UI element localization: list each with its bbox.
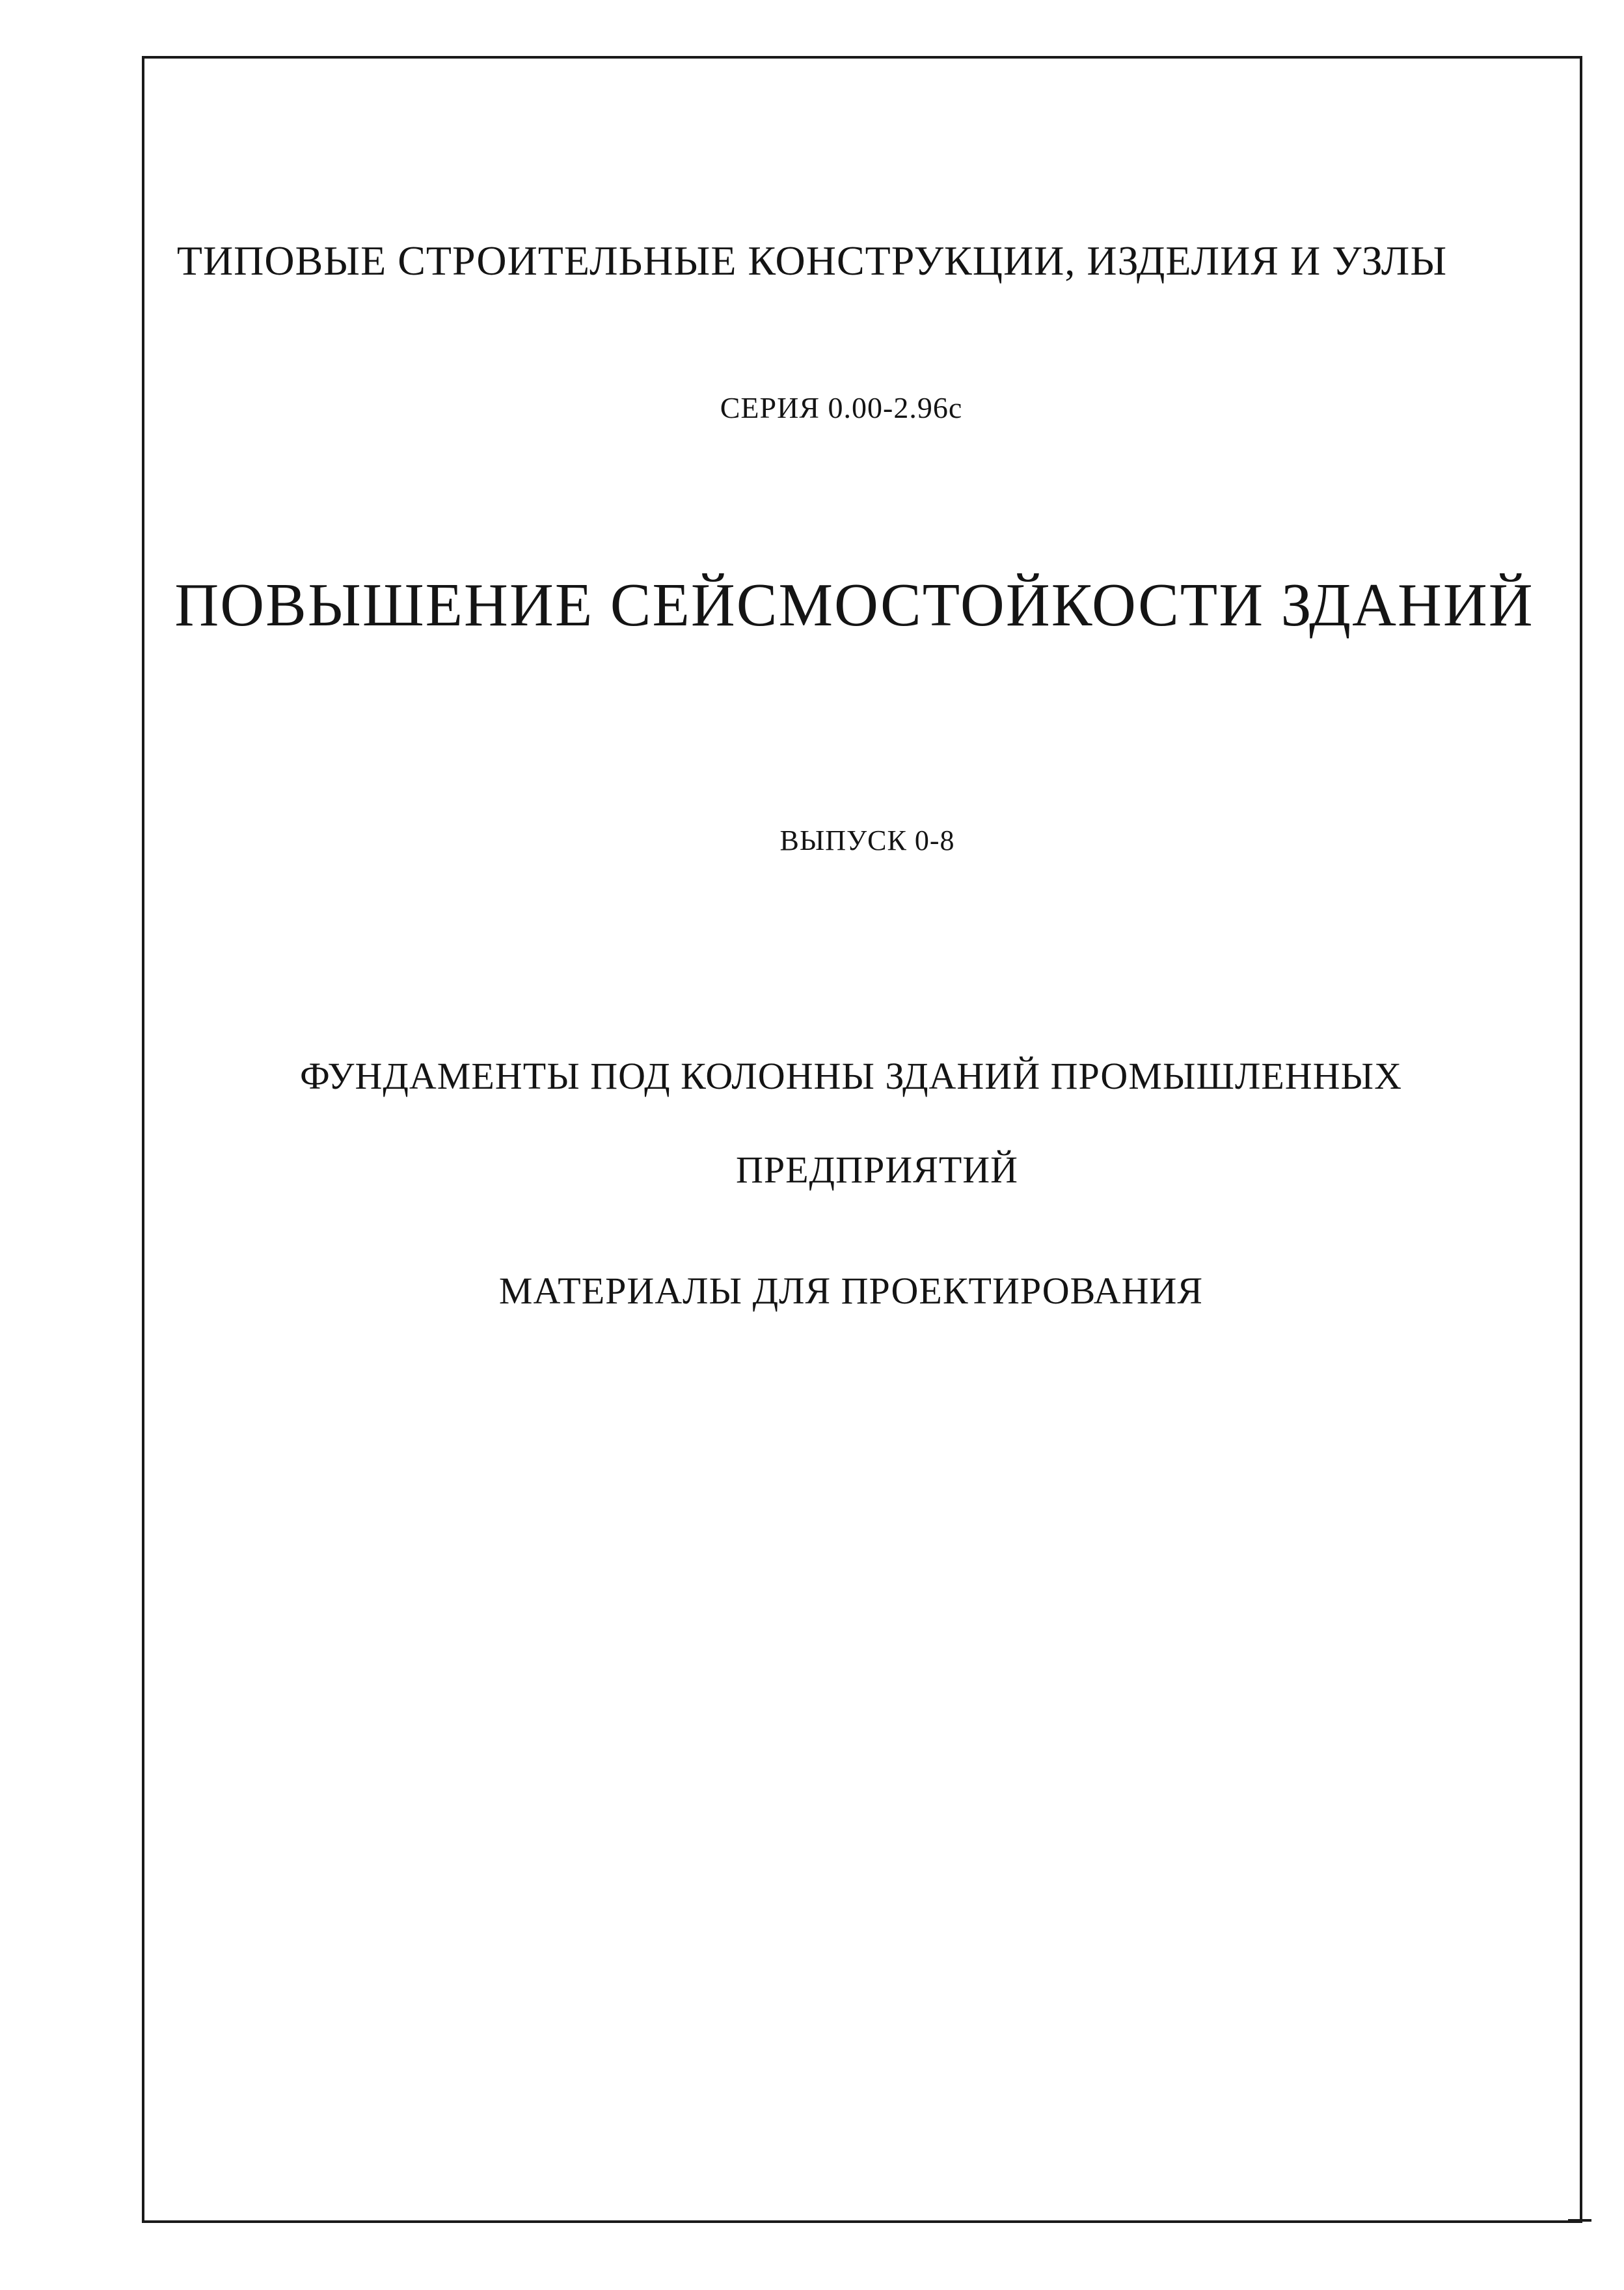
materials-heading: МАТЕРИАЛЫ ДЛЯ ПРОЕКТИРОВАНИЯ	[498, 1270, 1204, 1312]
subject-line-2: ПРЕДПРИЯТИЙ	[735, 1149, 1019, 1191]
issue-number: ВЫПУСК 0-8	[779, 825, 955, 856]
main-title: ПОВЫШЕНИЕ СЕЙСМОСТОЙКОСТИ ЗДАНИЙ	[174, 571, 1534, 639]
subject-line-1: ФУНДАМЕНТЫ ПОД КОЛОННЫ ЗДАНИЙ ПРОМЫШЛЕННЫХ	[300, 1055, 1402, 1097]
series-title: ТИПОВЫЕ СТРОИТЕЛЬНЫЕ КОНСТРУКЦИИ, ИЗДЕЛИЯ И УЗЛЫ	[176, 238, 1448, 284]
page-frame	[142, 56, 1582, 2223]
series-code: СЕРИЯ 0.00-2.96с	[720, 391, 963, 424]
frame-corner-mark	[1568, 2219, 1591, 2222]
